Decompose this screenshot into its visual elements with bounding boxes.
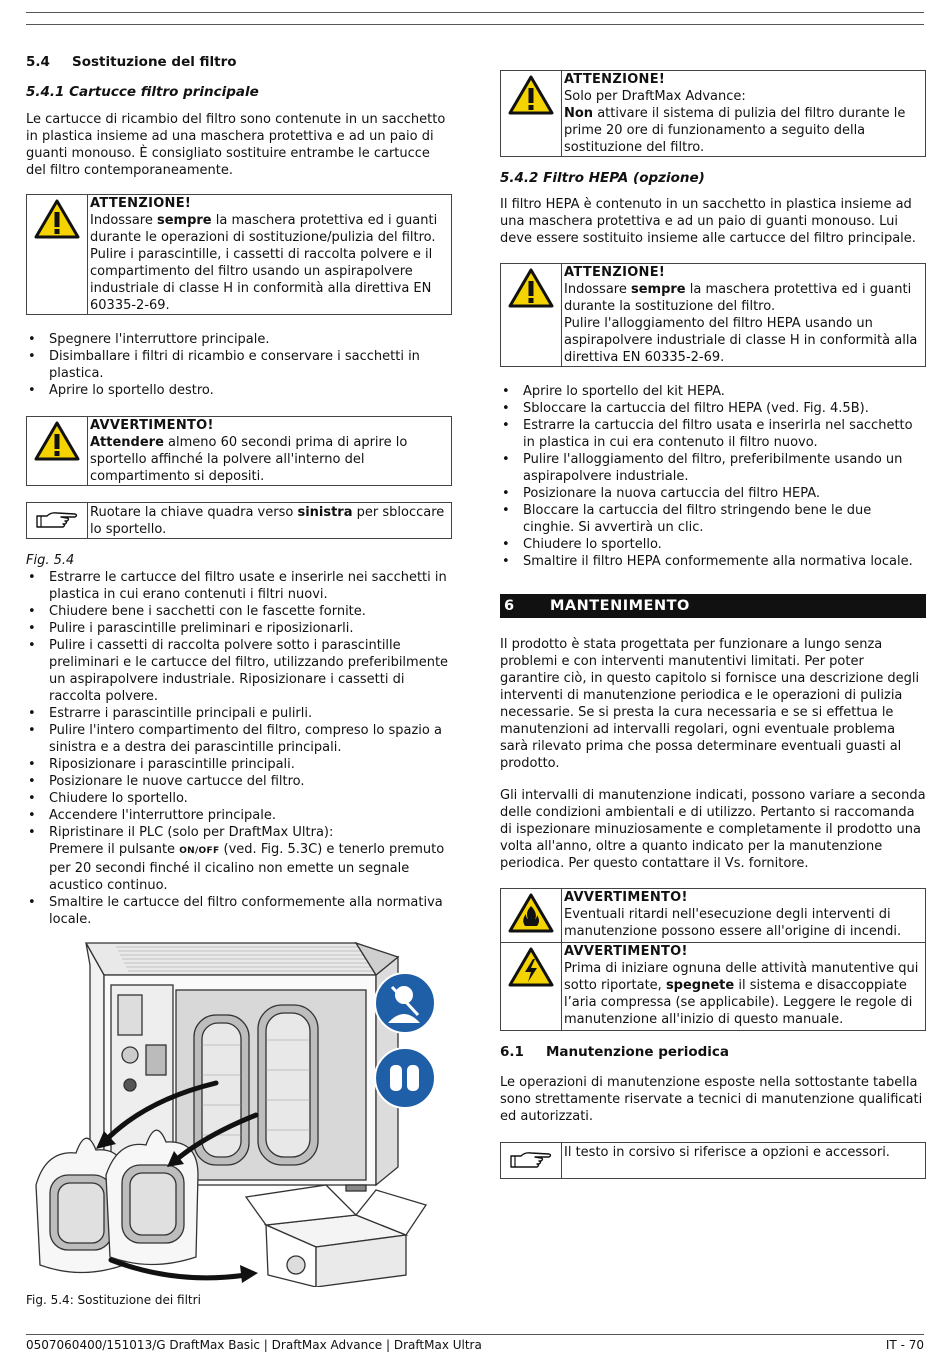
- list-item: • Aprire lo sportello destro.: [26, 382, 452, 399]
- chapter-title: MANTENIMENTO: [550, 597, 690, 614]
- on-off-button-label: ON/OFF: [179, 846, 220, 856]
- warning-emphasis: Attendere: [90, 435, 164, 450]
- warning-text: Eventuali ritardi nell'esecuzione degli interventi di manutenzione possono essere all'origine di incendi.: [564, 907, 902, 939]
- list-item: • Sbloccare la cartuccia del filtro HEPA (ved. Fig. 4.5B).: [500, 400, 926, 417]
- list-item: • Smaltire il filtro HEPA conformemente alla normativa locale.: [500, 553, 926, 570]
- section-5-4-heading: [26, 54, 452, 71]
- intro-paragraph: Le cartucce di ricambio del filtro sono contenute in un sacchetto in plastica insieme ad una maschera protettiva e ad un paio di guanti monouso. È consigliato sostituire entrambe le cartucce del filtro contemporaneamente.: [26, 112, 446, 178]
- pointing-hand-icon: [27, 503, 88, 538]
- subsection-5-4-2-heading: 5.4.2 Filtro HEPA (opzione): [500, 170, 705, 186]
- section-title: Manutenzione periodica: [546, 1044, 729, 1060]
- warning-title: ATTENZIONE!: [90, 196, 192, 211]
- hand-note-box-italic: [500, 1142, 926, 1179]
- list-item: • Posizionare la nuova cartuccia del filtro HEPA.: [500, 485, 926, 502]
- warning-box-fire: [500, 888, 926, 943]
- warning-box-attenzione: [26, 194, 452, 315]
- warning-text: Pulire i parascintille, i cassetti di raccolta polvere e il compartimento del filtro usando un aspirapolvere industriale di classe H in conformità alla direttiva EN 60335-2-69.: [90, 247, 433, 313]
- steps-list-2: [26, 569, 452, 928]
- footer-document-id: 0507060400/151013/G DraftMax Basic | DraftMax Advance | DraftMax Ultra: [26, 1338, 482, 1352]
- list-item: • Estrarre i parascintille principali e pulirli.: [26, 705, 452, 722]
- chapter-6-heading: [500, 594, 926, 618]
- steps-list-1: [26, 331, 452, 399]
- fire-warning-icon: [501, 889, 562, 943]
- warning-title: ATTENZIONE!: [564, 72, 666, 87]
- hepa-intro-paragraph: Il filtro HEPA è contenuto in un sacchetto in plastica insieme ad una maschera protettiva e ad un paio di guanti monouso. Lui deve essere sostituito insieme alle cartucce del filtro principale.: [500, 197, 916, 246]
- figure-5-4-illustration: [26, 935, 452, 1287]
- warning-title: AVVERTIMENTO!: [90, 418, 214, 433]
- list-item: • Disimballare i filtri di ricambio e conservare i sacchetti in plastica.: [26, 348, 452, 382]
- pointing-hand-icon: [501, 1143, 562, 1178]
- warning-triangle-icon: [27, 417, 88, 485]
- warning-emphasis: spegnete: [665, 978, 735, 993]
- top-rule-2: [26, 24, 924, 25]
- warning-emphasis: sempre: [156, 213, 212, 228]
- list-item: • Pulire i cassetti di raccolta polvere sotto i parascintille preliminari e le cartucce del filtro, utilizzando preferibilmente un aspirapolvere industriale. Riposizionare i cassetti di raccolta polvere.: [26, 637, 452, 705]
- subsection-5-4-1-heading: 5.4.1 Cartucce filtro principale: [26, 84, 259, 100]
- note-emphasis: sinistra: [297, 505, 353, 520]
- section-number: 6.1: [500, 1044, 524, 1060]
- warning-text: Indossare: [564, 282, 631, 297]
- warning-emphasis: sempre: [630, 282, 686, 297]
- warning-box-attenzione-advance: [500, 70, 926, 157]
- section-title: Sostituzione del filtro: [72, 54, 237, 70]
- list-item: • Spegnere l'interruttore principale.: [26, 331, 452, 348]
- list-item-text: Premere il pulsante: [49, 842, 180, 857]
- list-item-text: Ripristinare il PLC (solo per DraftMax Ultra):: [49, 825, 334, 840]
- warning-box-avvertimento: [26, 416, 452, 486]
- chapter-number: 6: [504, 597, 515, 614]
- list-item: • Chiudere lo sportello.: [500, 536, 926, 553]
- list-item: • Aprire lo sportello del kit HEPA.: [500, 383, 926, 400]
- list-item: • Chiudere bene i sacchetti con le fascette fornite.: [26, 603, 452, 620]
- warning-title: AVVERTIMENTO!: [564, 890, 688, 905]
- list-item-text: (ved. Fig. 5.3C) e tenerlo premuto per 20 secondi finché il cicalino non emette un segnale acustico continuo.: [49, 842, 445, 893]
- note-text: Il testo in corsivo si riferisce a opzioni e accessori.: [564, 1145, 890, 1160]
- list-item-plc: [26, 824, 452, 894]
- warning-title: AVVERTIMENTO!: [564, 944, 688, 959]
- section-number: 5.4: [26, 54, 50, 70]
- page-footer: [26, 1334, 924, 1354]
- warning-emphasis: Non: [564, 106, 594, 121]
- list-item: • Smaltire le cartucce del filtro conformemente alla normativa locale.: [26, 894, 452, 928]
- list-item: • Riposizionare i parascintille principali.: [26, 756, 452, 773]
- list-item: • Accendere l'interruttore principale.: [26, 807, 452, 824]
- note-text: per sbloccare lo sportello.: [90, 505, 445, 537]
- list-item: • Chiudere lo sportello.: [26, 790, 452, 807]
- hand-note-box: [26, 502, 452, 539]
- hepa-steps-list: [500, 383, 926, 570]
- list-item: • Estrarre la cartuccia del filtro usata e inserirla nel sacchetto in plastica in cui era contenuto il filtro nuovo.: [500, 417, 926, 451]
- warning-text: la maschera protettiva ed i guanti durante la sostituzione del filtro.: [564, 282, 912, 314]
- list-item: • Pulire i parascintille preliminari e riposizionarli.: [26, 620, 452, 637]
- warning-text: il sistema e disaccoppiate l’aria compressa (se applicabile). Leggere le regole di manutenzione all'inizio di questo manuale.: [564, 978, 913, 1027]
- note-text: Ruotare la chiave quadra verso: [90, 505, 298, 520]
- warning-box-electrical: [500, 942, 926, 1031]
- maintenance-paragraph-2: Gli intervalli di manutenzione indicati, possono variare a seconda delle condizioni ambientali e di utilizzo. Pertanto si raccomanda di ispezionare minuziosamente e completamente il prodotto una volta all'anno, oltre a quanto indicato per la manutenzione periodica. Per questo contattare il Vs. fornitore.: [500, 788, 926, 871]
- list-item: • Bloccare la cartuccia del filtro stringendo bene le due cinghie. Si avvertirà un clic.: [500, 502, 926, 536]
- list-item: • Estrarre le cartucce del filtro usate e inserirle nei sacchetti in plastica in cui erano contenuti i filtri nuovi.: [26, 569, 452, 603]
- electrical-warning-icon: [501, 943, 562, 1030]
- list-item: • Posizionare le nuove cartucce del filtro.: [26, 773, 452, 790]
- warning-text: Solo per DraftMax Advance:: [564, 89, 746, 104]
- figure-reference: Fig. 5.4: [26, 553, 75, 568]
- warning-text: la maschera protettiva ed i guanti durante le operazioni di sostituzione/pulizia del filtro.: [90, 213, 438, 245]
- warning-text: attivare il sistema di pulizia del filtro durante le prime 20 ore di funzionamento a seguito della sostituzione del filtro.: [564, 106, 906, 155]
- warning-text: Prima di iniziare ognuna delle attività manutentive qui sotto riportate,: [564, 961, 919, 993]
- warning-text: Indossare: [90, 213, 157, 228]
- section-6-1-paragraph: Le operazioni di manutenzione esposte nella sottostante tabella sono strettamente riservate a tecnici di manutenzione qualificati ed autorizzati.: [500, 1075, 923, 1124]
- figure-caption: Fig. 5.4: Sostituzione dei filtri: [26, 1293, 201, 1307]
- warning-triangle-icon: [501, 264, 562, 366]
- list-item: • Pulire l'alloggiamento del filtro, preferibilmente usando un aspirapolvere industriale.: [500, 451, 926, 485]
- warning-box-attenzione-hepa: [500, 263, 926, 367]
- section-6-1-heading: [500, 1044, 926, 1061]
- warning-text: almeno 60 secondi prima di aprire lo sportello affinché la polvere all'interno del compartimento si depositi.: [90, 435, 408, 484]
- warning-title: ATTENZIONE!: [564, 265, 666, 280]
- warning-triangle-icon: [27, 195, 88, 314]
- maintenance-paragraph-1: Il prodotto è stata progettata per funzionare a lungo senza problemi e con interventi manutentivi limitati. Per poter garantire ciò, in questo capitolo si fornisce una descrizione degli interventi di manutenzione periodica e le operazioni di pulizia necessarie. Se si presta la cura necessaria e se si effettua le manutenzioni ad intervalli regolari, ogni eventuale problema sarà rilevato prima che possa determinare eventuali guasti al prodotto.: [500, 637, 920, 771]
- warning-triangle-icon: [501, 71, 562, 156]
- warning-text: Pulire l'alloggiamento del filtro HEPA usando un aspirapolvere industriale di classe H in conformità alla direttiva EN 60335-2-69.: [564, 316, 918, 365]
- list-item: • Pulire l'intero compartimento del filtro, compreso lo spazio a sinistra e a destra dei parascintille principali.: [26, 722, 452, 756]
- page-number: IT - 70: [885, 1338, 924, 1352]
- top-rule: [26, 12, 924, 13]
